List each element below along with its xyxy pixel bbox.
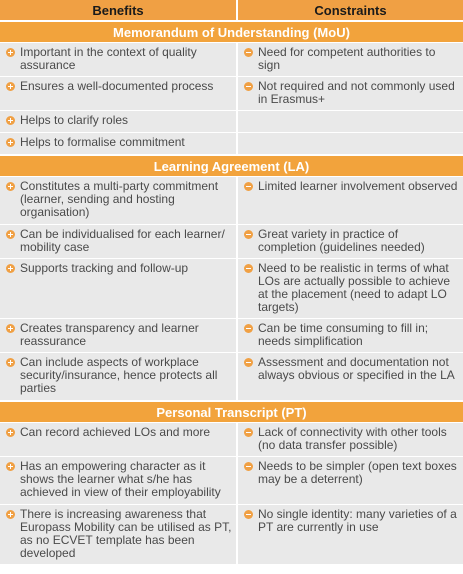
plus-circle-icon — [6, 116, 15, 125]
plus-circle-icon — [6, 358, 15, 367]
benefit-cell — [0, 133, 238, 154]
benefit-text: Can be individualised for each learner/ mobility case — [20, 227, 225, 254]
benefit-text: Creates transparency and learner reassurance — [20, 321, 199, 348]
benefit-cell — [0, 77, 238, 110]
table-row — [0, 352, 463, 400]
plus-circle-icon — [6, 264, 15, 273]
constraint-text: Not required and not commonly used in Erasmus+ — [258, 79, 455, 106]
minus-circle-icon — [244, 182, 253, 191]
table-row — [0, 76, 463, 110]
constraint-text: Needs to be simpler (open text boxes may be a deterrent) — [258, 459, 457, 486]
plus-circle-icon — [6, 428, 15, 437]
minus-circle-icon — [244, 462, 253, 471]
constraint-text: Can be time consuming to fill in; needs simplification — [258, 321, 429, 348]
benefit-text: There is increasing awareness that Europass Mobility can be utilised as PT, as no ECVET template has been developed — [20, 507, 232, 560]
minus-circle-icon — [244, 48, 253, 57]
constraint-cell — [238, 133, 463, 154]
section-title: Memorandum of Understanding (MoU) — [0, 20, 463, 42]
minus-circle-icon — [244, 82, 253, 91]
benefit-cell — [0, 177, 238, 224]
constraint-cell — [238, 225, 463, 258]
benefit-cell — [0, 225, 238, 258]
plus-circle-icon — [6, 182, 15, 191]
constraint-cell — [238, 353, 463, 400]
benefit-text: Helps to formalise commitment — [20, 135, 185, 149]
constraint-cell — [238, 423, 463, 456]
constraint-cell — [238, 177, 463, 224]
benefit-text: Can include aspects of workplace security/insurance, hence protects all parties — [20, 355, 218, 395]
benefit-text: Constitutes a multi-party commitment (learner, sending and hosting organisation) — [20, 179, 219, 219]
plus-circle-icon — [6, 324, 15, 333]
plus-circle-icon — [6, 462, 15, 471]
constraint-cell — [238, 457, 463, 504]
benefit-text: Important in the context of quality assurance — [20, 45, 197, 72]
benefit-text: Has an empowering character as it shows the learner what s/he has achieved in view of their employability — [20, 459, 221, 499]
table-row — [0, 42, 463, 76]
constraint-cell — [238, 77, 463, 110]
plus-circle-icon — [6, 230, 15, 239]
plus-circle-icon — [6, 82, 15, 91]
table-row — [0, 422, 463, 456]
table-body — [0, 20, 463, 564]
benefit-text: Ensures a well-documented process — [20, 79, 214, 93]
constraint-text: Assessment and documentation not always obvious or specified in the LA — [258, 355, 455, 382]
constraint-text: Limited learner involvement observed — [258, 179, 458, 193]
table-row — [0, 318, 463, 352]
table-row — [0, 110, 463, 132]
benefit-cell — [0, 423, 238, 456]
constraint-text: Lack of connectivity with other tools (no data transfer possible) — [258, 425, 447, 452]
constraint-cell — [238, 505, 463, 564]
constraint-cell — [238, 259, 463, 318]
table-row — [0, 176, 463, 224]
constraint-cell — [238, 111, 463, 132]
constraint-text: No single identity: many varieties of a PT are currently in use — [258, 507, 457, 534]
minus-circle-icon — [244, 510, 253, 519]
section-title: Learning Agreement (LA) — [0, 154, 463, 176]
table-row — [0, 224, 463, 258]
plus-circle-icon — [6, 510, 15, 519]
table-header — [0, 0, 463, 20]
header-constraints: Constraints — [238, 0, 463, 20]
constraint-text: Need for competent authorities to sign — [258, 45, 436, 72]
benefit-cell — [0, 259, 238, 318]
constraint-text: Great variety in practice of completion (guidelines needed) — [258, 227, 425, 254]
benefit-cell — [0, 353, 238, 400]
benefit-cell — [0, 319, 238, 352]
benefit-text: Can record achieved LOs and more — [20, 425, 211, 439]
minus-circle-icon — [244, 428, 253, 437]
plus-circle-icon — [6, 138, 15, 147]
benefit-cell — [0, 111, 238, 132]
section-title: Personal Transcript (PT) — [0, 400, 463, 422]
constraint-cell — [238, 319, 463, 352]
benefit-text: Helps to clarify roles — [20, 113, 129, 127]
benefit-cell — [0, 457, 238, 504]
benefit-cell — [0, 43, 238, 76]
minus-circle-icon — [244, 264, 253, 273]
table-row — [0, 456, 463, 504]
benefit-cell — [0, 505, 238, 564]
table-row — [0, 504, 463, 564]
header-benefits: Benefits — [0, 0, 238, 20]
table-row — [0, 258, 463, 318]
table-row — [0, 132, 463, 154]
plus-circle-icon — [6, 48, 15, 57]
minus-circle-icon — [244, 324, 253, 333]
minus-circle-icon — [244, 230, 253, 239]
minus-circle-icon — [244, 358, 253, 367]
benefit-text: Supports tracking and follow-up — [20, 261, 189, 275]
constraint-text: Need to be realistic in terms of what LOs are actually possible to achieve at the placement (need to adapt LO targets) — [258, 261, 451, 314]
constraint-cell — [238, 43, 463, 76]
